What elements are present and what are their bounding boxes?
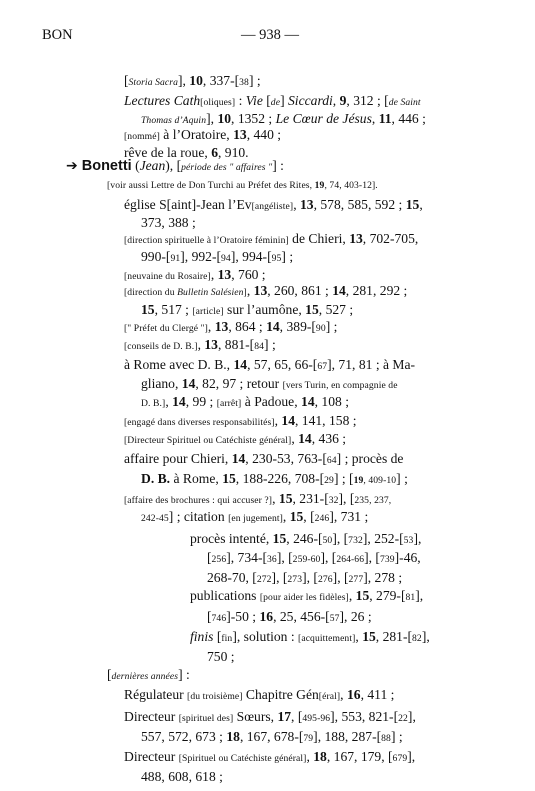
index-text: ], [421,629,430,645]
index-line [207,569,402,589]
index-text: 17 [277,708,292,724]
index-text: ], [ [320,550,337,566]
index-text: , 760 ; [231,266,266,282]
index-text: 557, 572, 673 ; [141,728,227,744]
index-text: , [291,431,299,447]
index-text: , 99 ; [185,394,217,410]
index-text: 273 [287,573,303,585]
index-text: 13 [349,231,363,247]
index-text: , 25, 456-[ [273,608,330,624]
index-text: 268-70, [ [207,569,257,585]
index-text: Bulletin Salésien [177,287,244,299]
index-text: 14 [172,394,186,410]
index-text: 15 [355,588,370,604]
index-text: 13 [299,196,314,212]
index-text: de Chieri, [288,231,350,247]
index-text: 91 [170,252,181,264]
index-text: [Spirituel ou Catéchiste général] [178,752,307,764]
index-text: [acquittement] [298,633,356,645]
index-text: , 1352 ; [231,111,276,127]
index-text: à Rome avec D. B., [124,356,234,372]
index-text: 13 [233,126,247,142]
index-text: ] ; [248,73,261,88]
index-text: , 167, 179, [ [326,748,393,764]
index-text: , 527 ; [318,301,354,317]
index-text: 15 [362,629,376,645]
index-text: 679 [392,752,408,764]
index-text: 16 [259,608,274,624]
index-text: 15 [141,301,155,317]
index-line [66,157,284,177]
index-text: , 702-705, [362,231,419,247]
index-text: 79 [303,732,314,744]
index-text: ], [ [276,550,293,566]
index-text: , 436 ; [311,431,347,447]
index-text: ], [413,530,422,546]
index-text: 14 [233,356,248,372]
index-text: ], [415,588,424,604]
index-text: ], [ [332,530,349,546]
index-line [190,628,430,648]
index-line [124,490,391,510]
index-text: , 312 ; [ [346,93,389,109]
index-text: sur l’aumône, [223,301,306,317]
index-text: 488, 608, 618 ; [141,769,223,784]
index-text: 36 [267,554,277,566]
index-text: , 910. [217,144,249,160]
index-line [141,248,293,268]
index-text: 19 [353,475,364,487]
index-text: 495-96 [302,712,331,724]
index-line [124,318,337,338]
index-text: de [270,97,281,109]
index-text: 739 [379,554,395,566]
index-text: ] ; citation [168,509,229,525]
index-line [124,430,346,450]
index-text: , 246-[ [286,530,323,546]
index-text: 29 [324,475,334,487]
index-line [141,375,398,395]
index-text: 50 [322,534,333,546]
index-text: ], [ [332,569,349,585]
index-text: , 82, 97 ; retour [195,376,283,392]
index-text: [ [207,608,212,624]
index-line [141,768,223,786]
index-text: 246 [314,513,330,525]
index-text: [neuvaine du Rosaire] [124,270,211,282]
index-text: : [235,93,246,109]
index-text: 18 [313,748,327,764]
index-text: Lectures Cath [124,93,201,109]
index-line [124,412,357,432]
index-text: D. B.] [141,398,166,410]
index-text: ] ; [325,318,338,334]
index-text: , 281, 292 ; [345,283,408,299]
index-text: [en jugement] [228,513,283,525]
index-text: , 446 ; [391,111,426,127]
index-text: D. B. [141,471,171,487]
index-text: 15 [272,530,287,546]
index-text: 14 [231,450,246,466]
index-text: 276 [317,573,333,585]
index-text: , 881-[ [217,337,255,353]
index-text: , [293,196,300,212]
index-text: 90 [315,322,326,334]
index-text: ], 278 ; [363,569,403,585]
index-text: [voir aussi Lettre de Don Turchi au Préfet des Rites, [107,180,315,192]
index-text: , [165,394,173,410]
index-line [124,196,423,216]
index-text: ] ; [396,471,408,487]
index-line [124,72,261,92]
index-text: ]-46, [394,550,421,566]
index-text: , [348,588,356,604]
index-text: 53 [403,534,414,546]
index-text: [ [107,666,112,682]
index-line [124,92,421,112]
index-text: , [282,509,290,525]
index-line [207,608,372,628]
index-text: , [371,111,379,127]
index-text: gliano, [141,376,182,392]
index-text: ] : [272,157,284,173]
index-text: 22 [398,712,408,724]
index-text: Vie [245,93,267,109]
index-text: 67 [317,360,328,372]
index-text: [du troisième] [187,691,243,703]
page-number: — 938 — [241,27,299,43]
index-text: procès intenté, [190,530,273,546]
index-text: 277 [348,573,364,585]
index-text: , [ [291,708,303,724]
index-text: 14 [181,376,196,392]
index-text: 57 [329,612,340,624]
index-text: Storia Sacra [128,77,178,88]
index-text: fin [221,633,233,645]
running-head: BON [42,27,73,43]
index-text: ], 734-[ [226,550,268,566]
index-text: ] : [178,666,190,682]
index-text: à Padoue, [241,394,302,410]
index-text: 746 [211,612,227,624]
index-text: , [210,266,218,282]
index-line [141,470,408,490]
index-text: 990-[ [141,248,171,264]
index-text: Régulateur [124,687,188,703]
index-line [141,508,368,528]
index-text: ] ; procès de [336,450,404,466]
index-text: 88 [381,732,391,744]
index-text: 15 [222,471,236,487]
index-text: ] ; [281,248,294,264]
index-text: , 279-[ [369,588,406,604]
index-text: Thomas d’Aquin [141,115,207,127]
index-text: 19 [314,180,325,192]
index-text: 13 [253,283,268,299]
index-text: [ [124,73,129,88]
index-text: [ [266,93,271,109]
index-text: 9 [339,93,347,109]
index-text: Bonetti [81,157,132,174]
index-text: affaire pour Chieri, [124,450,232,466]
index-line [124,708,416,728]
index-text: , [355,629,363,645]
index-text: ], [ [364,550,380,566]
index-text: 259-60 [292,554,321,566]
index-text: à Rome, [170,471,223,487]
index-text: rêve de la roue, [124,144,212,160]
index-line [124,686,394,706]
index-line [124,126,281,146]
index-text: , [246,283,254,299]
index-text: ]-50 ; [226,608,260,624]
index-line [124,748,415,768]
index-text: Chapitre Gén [242,687,319,703]
index-text: publications [190,588,260,604]
index-text: période des " affaires " [181,161,273,173]
index-text: 732 [348,534,363,546]
index-text: [pour aider les fidèles] [259,592,349,604]
index-text: [direction spirituelle à l’Oratoire féminin] [124,235,289,247]
index-line [190,530,421,550]
index-text: 14 [266,318,280,334]
index-text: 242-45 [141,513,169,525]
index-text: 750 ; [207,648,235,664]
index-text: [ [213,629,222,645]
index-line [124,336,276,356]
index-line [207,648,235,666]
index-text: [affaire des brochures : qui accuser ?] [124,494,273,506]
index-text: Siccardi [288,93,333,109]
index-text: , 260, 861 ; [267,283,333,299]
index-text: 14 [332,283,346,299]
index-text: finis [190,629,214,645]
index-text: ], [ [302,569,318,585]
index-text: , [306,748,314,764]
index-text: , 864 ; [228,318,267,334]
index-text: [vers Turin, en compagnie de [282,380,398,392]
index-text: [spirituel des] [178,712,234,724]
index-text: Directeur [124,708,179,724]
index-text: , [419,196,423,212]
index-text: , 389-[ [279,318,316,334]
index-text: ], 252-[ [362,530,404,546]
index-text: [éral] [318,691,341,703]
index-text: ], [ [271,569,288,585]
index-text: 264-66 [336,554,365,566]
index-text: 18 [226,728,240,744]
index-text: , 281-[ [375,629,413,645]
index-text: 32 [328,494,339,506]
index-text: de Saint [388,97,421,109]
index-text: 10 [189,73,203,88]
index-text: , 108 ; [314,394,349,410]
arrow-icon: ➔ [66,157,78,174]
index-text: , [274,412,282,428]
index-text: 15 [289,509,304,525]
index-line [124,356,415,376]
index-line [190,587,423,607]
index-text: Sœurs, [233,708,278,724]
index-text: 10 [217,111,232,127]
index-text: [" Préfet du Clergé "] [124,322,208,334]
index-text: [ [207,550,212,566]
index-text: 14 [298,431,312,447]
index-text: à l’Oratoire, [159,126,234,142]
index-text: ] ; [264,337,276,353]
index-text: 95 [271,252,282,264]
index-line [141,728,403,748]
index-text: 6 [211,144,218,160]
index-text: , 409-10 [363,475,397,487]
index-text: ], [407,708,416,724]
index-text: [Directeur Spirituel ou Catéchiste général] [124,435,292,447]
index-text: 82 [412,633,422,645]
index-text: ( [131,157,140,173]
index-line [124,230,418,250]
index-text: ] ; [390,728,403,744]
index-text: ], 731 ; [329,509,369,525]
index-text: 94 [221,252,231,264]
index-text: 81 [405,592,416,604]
index-text: ], [177,73,190,88]
index-text: , [272,490,279,506]
index-text: 256 [211,554,227,566]
index-text: , [332,93,340,109]
index-line [107,666,190,686]
index-text: église S[aint]-Jean l’Ev [124,196,252,212]
index-text: [direction du [124,287,178,299]
index-text: Directeur [124,748,179,764]
index-text: ], 994-[ [230,248,272,264]
index-text: ], 26 ; [339,608,372,624]
index-text: 15 [278,490,293,506]
index-text: [oliques] [200,97,236,109]
index-text: ] [243,287,247,299]
index-text: 15 [405,196,420,212]
index-text: , 141, 158 ; [294,412,357,428]
index-text: 272 [256,573,272,585]
index-text: , [ [303,509,315,525]
index-text: 13 [214,318,229,334]
index-text: 16 [346,687,361,703]
index-text: ], [ [338,490,355,506]
index-text: , 74, 403-12]. [324,180,378,192]
index-text: [engagé dans diverses responsabilités] [124,416,275,428]
index-text: 84 [254,341,265,353]
index-text: [angéliste] [251,200,294,212]
index-text: ], 992-[ [180,248,222,264]
index-text: 14 [281,412,295,428]
index-text: , [197,337,205,353]
index-text: 11 [378,111,392,127]
index-line [107,175,378,195]
index-text: 13 [204,337,218,353]
index-line [207,549,421,569]
index-text: , 517 ; [154,301,193,317]
index-text: , [207,318,215,334]
index-text: [arrêt] [216,398,242,410]
index-text: , 57, 65, 66-[ [247,356,318,372]
index-text: , 578, 585, 592 ; [313,196,406,212]
index-text: 235, 237, [354,494,392,506]
index-text: , 411 ; [360,687,395,703]
index-line [124,282,407,302]
index-text: , [340,687,347,703]
index-text: ], solution : [232,629,299,645]
index-text: 15 [305,301,319,317]
index-text: ], [407,748,416,764]
index-text: ], [206,111,218,127]
index-text: , 231-[ [292,490,329,506]
index-text: , 337-[ [202,73,240,88]
index-text: dernières années [111,670,179,682]
index-text: 14 [301,394,315,410]
index-text: ], 71, 81 ; à Ma- [327,356,416,372]
index-text: [conseils de D. B.] [124,341,198,353]
index-text: ], 188, 287-[ [313,728,382,744]
index-text: , 167, 678-[ [239,728,304,744]
index-text: , 230-53, 763-[ [245,450,327,466]
index-text: ] ; [ [333,471,354,487]
index-text: [article] [192,305,224,317]
index-text: ], 553, 821-[ [330,708,399,724]
index-text: , 440 ; [246,126,282,142]
index-text: Le Cœur de Jésus [275,111,372,127]
index-text: ] [280,93,288,109]
index-text: 64 [326,454,337,466]
index-text: Jean [139,157,166,173]
index-text: 13 [217,266,232,282]
index-text: ), [ [165,157,182,173]
index-text: 38 [239,77,249,88]
index-text: [nommé] [124,130,160,142]
index-text: , 188-226, 708-[ [235,471,325,487]
index-text: 373, 388 ; [141,215,196,231]
index-line [141,393,349,413]
index-line [124,450,403,470]
